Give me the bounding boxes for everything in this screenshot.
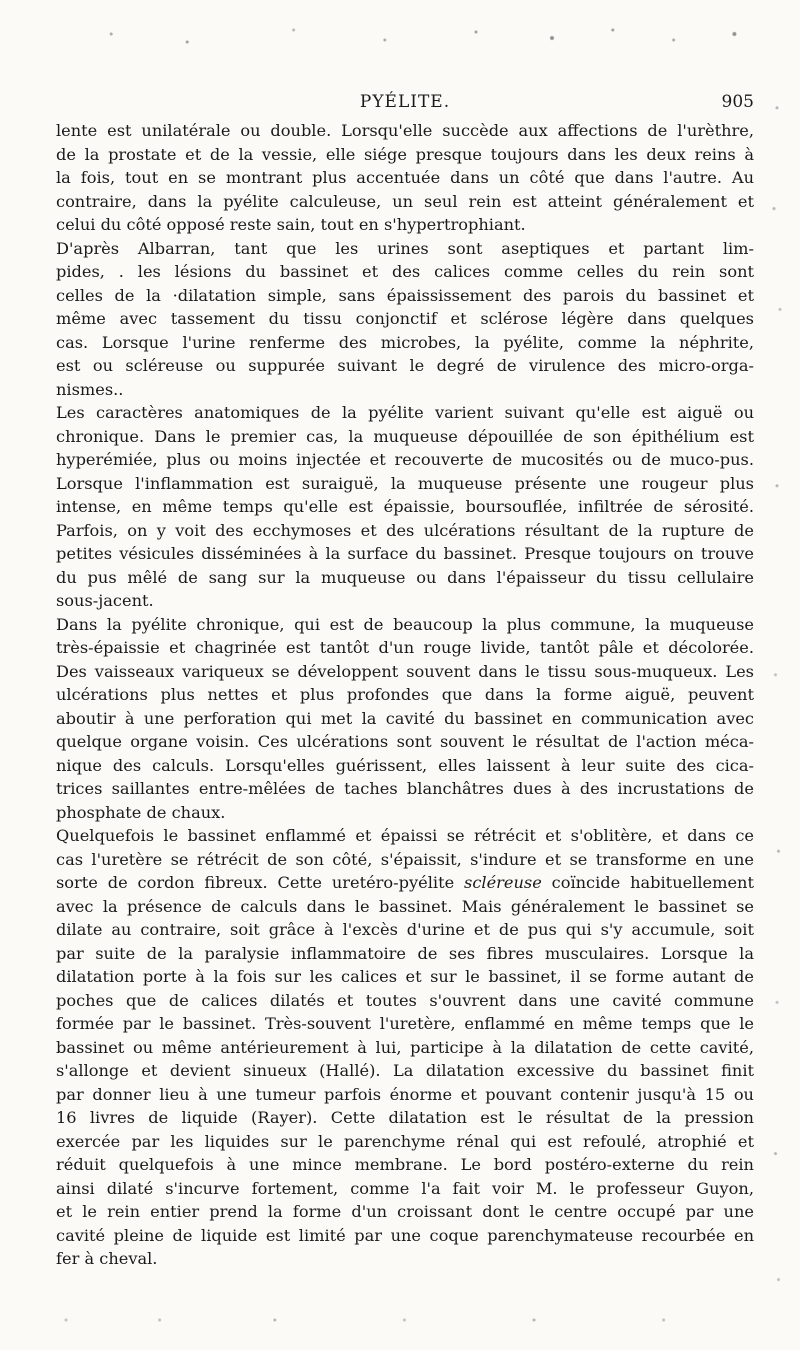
text-line: quelque organe voisin. Ces ulcérations sont souvent le résultat de l'action méca- (56, 732, 754, 751)
italic-word: scléreuse (464, 873, 542, 892)
text-line-with-italic (56, 871, 754, 895)
text-line: Parfois, on y voit des ecchymoses et des ulcérations résultant de la rupture de (56, 520, 754, 540)
text-line: Quelquefois le bassinet enflammé et épaissi se rétrécit et s'oblitère, et dans ce (56, 826, 754, 845)
text-line: petites vésicules disséminées à la surface du bassinet. Presque toujours on trouve (56, 544, 754, 563)
text-line: la fois, tout en se montrant plus accentuée dans un côté que dans l'autre. Au (56, 168, 754, 187)
scan-noise-right (762, 70, 792, 1330)
text-line: nique des calculs. Lorsqu'elles guérissent, elles laissent à leur suite des cica- (56, 755, 754, 775)
text-line: nismes.. (56, 379, 124, 399)
text-line: réduit quelquefois à une mince membrane. Le bord postéro-externe du rein (56, 1155, 754, 1174)
paragraph-2 (56, 237, 754, 402)
text-line: dilatation porte à la fois sur les calices et sur le bassinet, il se forme autant de (56, 967, 754, 986)
body-text (56, 119, 754, 1271)
text-line: du pus mêlé de sang sur la muqueuse ou dans l'épaisseur du tissu cellulaire (56, 567, 754, 587)
text-line: Des vaisseaux variqueux se développent souvent dans le tissu sous-muqueux. Les (56, 661, 754, 681)
text-line: hyperémiée, plus ou moins injectée et recouverte de mucosités ou de muco-pus. (56, 450, 754, 469)
text-line: par suite de la paralysie inflammatoire de ses fibres musculaires. Lorsque la (56, 943, 754, 963)
text-line: même avec tassement du tissu conjonctif et sclérose légère dans quelques (56, 309, 754, 328)
text-line: et le rein entier prend la forme d'un croissant dont le centre occupé par une (56, 1202, 754, 1221)
text-line: Les caractères anatomiques de la pyélite varient suivant qu'elle est aiguë ou (56, 403, 754, 422)
text-line: dilate au contraire, soit grâce à l'excès d'urine et de pus qui s'y accumule, soit (56, 920, 754, 939)
text-line: contraire, dans la pyélite calculeuse, un seul rein est atteint généralement et (56, 191, 754, 211)
text-line: Dans la pyélite chronique, qui est de beaucoup la plus commune, la muqueuse (56, 614, 754, 634)
text-line: phosphate de chaux. (56, 802, 226, 822)
text-line: de la prostate et de la vessie, elle siége presque toujours dans les deux reins à (56, 144, 754, 164)
text-fragment: sorte de cordon fibreux. Cette uretéro-pyélite (56, 873, 465, 892)
text-line: fer à cheval. (56, 1249, 158, 1268)
text-line: intense, en même temps qu'elle est épaissie, boursouflée, infiltrée de sérosité. (56, 497, 754, 516)
paragraph-1 (56, 119, 754, 237)
text-line: sous-jacent. (56, 591, 154, 610)
text-line: D'après Albarran, tant que les urines sont aseptiques et partant lim- (56, 238, 754, 258)
text-line: lente est unilatérale ou double. Lorsqu'elle succède aux affections de l'urèthre, (56, 121, 754, 140)
text-line: ulcérations plus nettes et plus profondes que dans la forme aiguë, peuvent (56, 685, 754, 704)
text-line: cas l'uretère se rétrécit de son côté, s'épaissit, s'indure et se transforme en une (56, 849, 754, 869)
text-line: très-épaissie et chagrinée est tantôt d'un rouge livide, tantôt pâle et décolorée. (56, 638, 754, 657)
text-line: formée par le bassinet. Très-souvent l'uretère, enflammé en même temps que le (56, 1014, 754, 1033)
text-line: poches que de calices dilatés et toutes s'ouvrent dans une cavité commune (56, 990, 754, 1010)
text-line: trices saillantes entre-mêlées de taches blanchâtres dues à des incrustations de (56, 779, 754, 798)
text-line: bassinet ou même antérieurement à lui, participe à la dilatation de cette cavité, (56, 1037, 754, 1057)
text-line: s'allonge et devient sinueux (Hallé). La dilatation excessive du bassinet finit (56, 1061, 754, 1080)
text-line: 16 livres de liquide (Rayer). Cette dilatation est le résultat de la pression (56, 1108, 754, 1127)
text-line: celui du côté opposé reste sain, tout en s'hypertrophiant. (56, 215, 526, 234)
text-line: ainsi dilaté s'incurve fortement, comme l'a fait voir M. le professeur Guyon, (56, 1178, 754, 1198)
text-line: Lorsque l'inflammation est suraiguë, la muqueuse présente une rougeur plus (56, 473, 754, 493)
text-line: pides, . les lésions du bassinet et des calices comme celles du rein sont (56, 262, 754, 281)
text-line: celles de la ·dilatation simple, sans épaississement des parois du bassinet et (56, 285, 754, 305)
running-title: PYÉLITE. (359, 92, 451, 112)
text-line: est ou scléreuse ou suppurée suivant le degré de virulence des micro-orga- (56, 356, 754, 375)
scan-noise-top (20, 18, 780, 58)
scan-noise-bottom (30, 1315, 750, 1325)
text-line: chronique. Dans le premier cas, la muqueuse dépouillée de son épithélium est (56, 426, 754, 446)
text-line: aboutir à une perforation qui met la cavité du bassinet en communication avec (56, 708, 754, 728)
page-number: 905 (721, 92, 754, 112)
text-line: exercée par les liquides sur le parenchyme rénal qui est refoulé, atrophié et (56, 1131, 754, 1151)
paragraph-4 (56, 613, 754, 825)
page-header (56, 89, 754, 115)
paragraph-5 (56, 824, 754, 1271)
text-line: par donner lieu à une tumeur parfois énorme et pouvant contenir jusqu'à 15 ou (56, 1084, 754, 1104)
text-line: cavité pleine de liquide est limité par une coque parenchymateuse recourbée en (56, 1225, 754, 1245)
text-line: cas. Lorsque l'urine renferme des microbes, la pyélite, comme la néphrite, (56, 332, 754, 352)
paragraph-3 (56, 401, 754, 613)
text-line: avec la présence de calculs dans le bassinet. Mais généralement le bassinet se (56, 896, 754, 916)
text-fragment: coïncide habituellement (541, 873, 754, 892)
